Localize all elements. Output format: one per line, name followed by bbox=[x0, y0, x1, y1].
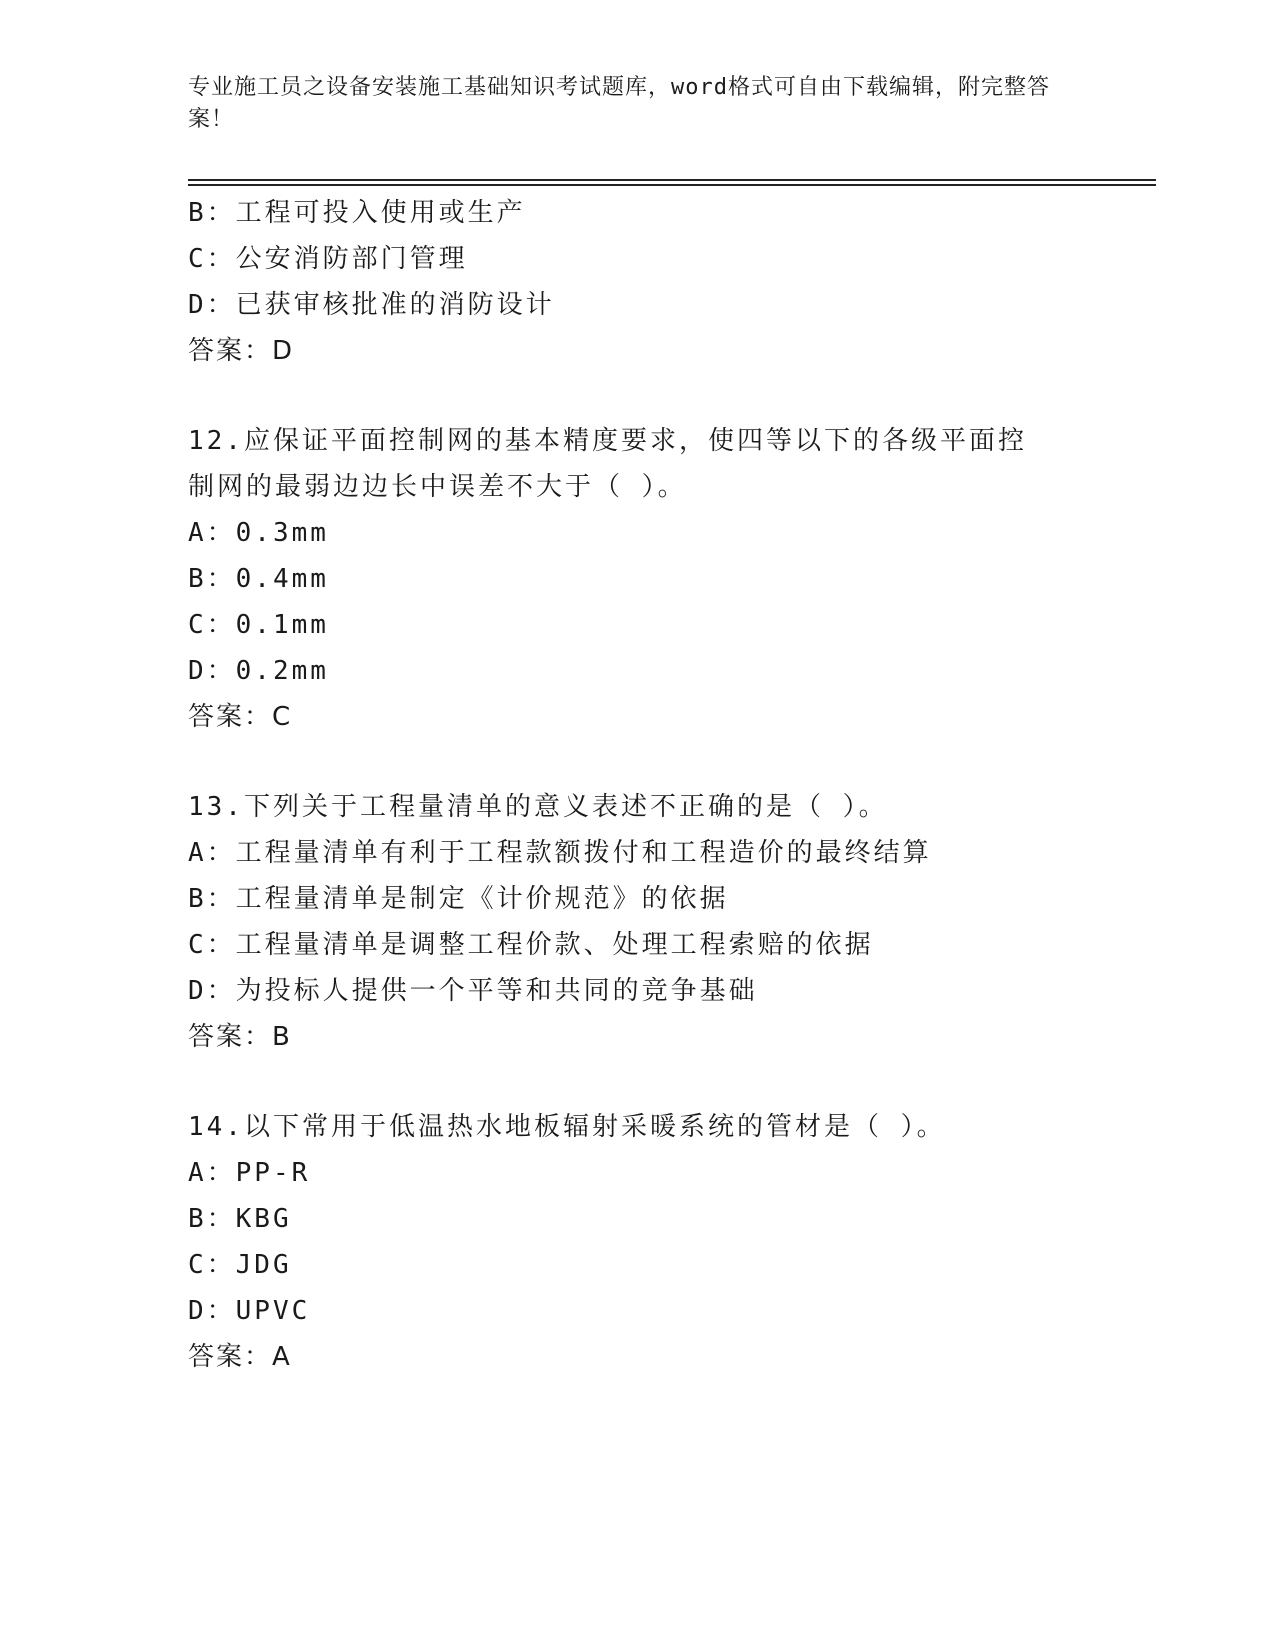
question-block-13 bbox=[188, 784, 1088, 1060]
option-a: A：PP-R bbox=[188, 1158, 311, 1188]
document-body bbox=[188, 190, 1088, 1380]
question-block-12 bbox=[188, 418, 1088, 740]
question-text: 12.应保证平面控制网的基本精度要求，使四等以下的各级平面控制网的最弱边边长中误差不大于（ ）。 bbox=[188, 426, 1027, 502]
option-d: D：为投标人提供一个平等和共同的竞争基础 bbox=[188, 976, 758, 1006]
option-b: B：工程可投入使用或生产 bbox=[188, 198, 526, 228]
option-a: A：工程量清单有利于工程款额拨付和工程造价的最终结算 bbox=[188, 838, 932, 868]
answer-line: 答案：D bbox=[188, 336, 295, 366]
option-d: D：UPVC bbox=[188, 1296, 311, 1326]
option-c: C：JDG bbox=[188, 1250, 292, 1280]
option-b: B：工程量清单是制定《计价规范》的依据 bbox=[188, 884, 729, 914]
option-a: A：0.3mm bbox=[188, 518, 329, 548]
option-b: B：0.4mm bbox=[188, 564, 329, 594]
question-text: 13.下列关于工程量清单的意义表述不正确的是（ ）。 bbox=[188, 792, 888, 822]
question-block-11 bbox=[188, 190, 1088, 374]
option-d: D：0.2mm bbox=[188, 656, 329, 686]
option-c: C：公安消防部门管理 bbox=[188, 244, 468, 274]
answer-line: 答案：C bbox=[188, 702, 293, 732]
option-c: C：0.1mm bbox=[188, 610, 329, 640]
option-c: C：工程量清单是调整工程价款、处理工程索赔的依据 bbox=[188, 930, 874, 960]
option-b: B：KBG bbox=[188, 1204, 292, 1234]
header-rule-bottom bbox=[188, 184, 1156, 186]
header-rule-top bbox=[188, 179, 1156, 181]
question-block-14 bbox=[188, 1104, 1088, 1380]
answer-line: 答案：B bbox=[188, 1022, 292, 1052]
question-text: 14.以下常用于低温热水地板辐射采暖系统的管材是（ ）。 bbox=[188, 1112, 946, 1142]
answer-line: 答案：A bbox=[188, 1342, 292, 1372]
option-d: D：已获审核批准的消防设计 bbox=[188, 290, 555, 320]
document-header: 专业施工员之设备安装施工基础知识考试题库，word格式可自由下载编辑，附完整答案！ bbox=[188, 75, 1050, 132]
